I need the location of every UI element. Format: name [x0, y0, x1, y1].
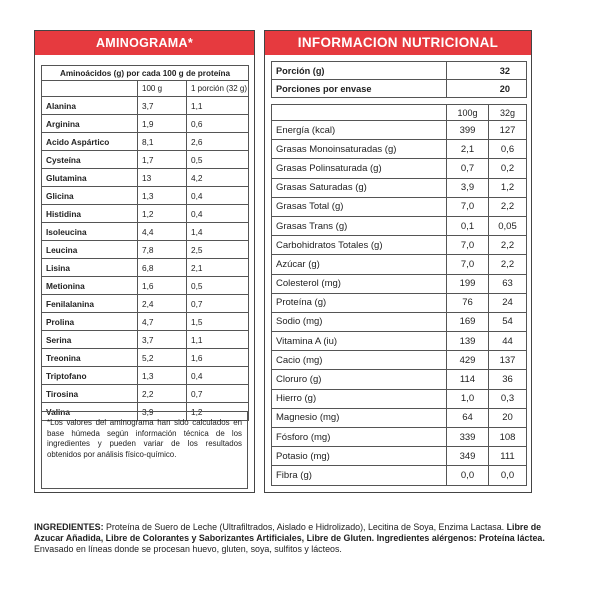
value-32g: 0,2 — [489, 159, 527, 178]
nutrient-name: Azúcar (g) — [272, 255, 447, 274]
table-row — [272, 389, 527, 408]
aminoacid-name: Tirosina — [42, 385, 138, 403]
value-portion: 2,1 — [187, 259, 249, 277]
value-100g: 339 — [447, 428, 489, 447]
nutrient-name: Potasio (mg) — [272, 447, 447, 466]
value-100g: 1,3 — [138, 367, 187, 385]
nutrient-name: Cacio (mg) — [272, 351, 447, 370]
value-32g: 36 — [489, 370, 527, 389]
nutrient-name: Fósforo (mg) — [272, 428, 447, 447]
portion-label: Porción (g) — [272, 62, 447, 80]
value-portion: 1,6 — [187, 349, 249, 367]
value-32g: 1,2 — [489, 178, 527, 197]
value-100g: 3,7 — [138, 97, 187, 115]
table-row — [272, 466, 527, 485]
column-header-portion: 1 porción (32 g) — [187, 81, 249, 97]
portion-value: 32 — [447, 62, 527, 80]
value-32g: 0,05 — [489, 216, 527, 235]
value-100g: 4,7 — [138, 313, 187, 331]
table-row — [42, 385, 249, 403]
value-32g: 0,0 — [489, 466, 527, 485]
value-100g: 1,6 — [138, 277, 187, 295]
value-portion: 0,7 — [187, 295, 249, 313]
value-100g: 1,9 — [138, 115, 187, 133]
value-portion: 1,1 — [187, 331, 249, 349]
aminograma-panel — [34, 30, 255, 493]
table-row — [42, 169, 249, 187]
ingredients-claims: Libre de Azucar Añadida, Libre de Colorantes y Saborizantes Artificiales, Libre de Gluten. — [34, 522, 542, 544]
portions-label: Porciones por envase — [272, 80, 447, 98]
nutrient-name: Grasas Saturadas (g) — [272, 178, 447, 197]
aminoacid-name: Glicina — [42, 187, 138, 205]
aminoacid-name: Alanina — [42, 97, 138, 115]
value-100g: 139 — [447, 332, 489, 351]
aminoacid-name: Lisina — [42, 259, 138, 277]
table-row — [272, 197, 527, 216]
value-100g: 7,0 — [447, 255, 489, 274]
aminograma-subtitle: Aminoácidos (g) por cada 100 g de proteína — [42, 66, 249, 81]
value-portion: 1,4 — [187, 223, 249, 241]
table-row — [42, 277, 249, 295]
value-32g: 44 — [489, 332, 527, 351]
value-32g: 111 — [489, 447, 527, 466]
value-portion: 0,6 — [187, 115, 249, 133]
value-portion: 0,4 — [187, 187, 249, 205]
ingredients-list: Proteína de Suero de Leche (Ultrafiltrados, Aislado e Hidrolizado), Lecitina de Soya, Enzima Lactasa. — [103, 522, 507, 532]
table-row — [272, 332, 527, 351]
aminoacid-name: Triptofano — [42, 367, 138, 385]
value-100g: 1,3 — [138, 187, 187, 205]
value-100g: 1,2 — [138, 205, 187, 223]
value-100g: 8,1 — [138, 133, 187, 151]
nutrient-name: Grasas Polinsaturada (g) — [272, 159, 447, 178]
ingredients-text — [34, 522, 554, 556]
value-portion: 0,5 — [187, 277, 249, 295]
aminoacid-name: Fenilalanina — [42, 295, 138, 313]
nutrient-name: Fibra (g) — [272, 466, 447, 485]
value-portion: 0,7 — [187, 385, 249, 403]
portion-table — [271, 61, 527, 98]
value-100g: 7,0 — [447, 236, 489, 255]
aminoacid-name: Arginina — [42, 115, 138, 133]
value-100g: 3,9 — [138, 403, 187, 421]
table-row — [272, 159, 527, 178]
value-portion: 0,5 — [187, 151, 249, 169]
aminoacid-name: Serina — [42, 331, 138, 349]
allergen-label: Ingredientes alérgenos: Proteína láctea. — [376, 533, 545, 544]
aminoacid-name: Isoleucina — [42, 223, 138, 241]
value-portion: 2,6 — [187, 133, 249, 151]
table-row — [42, 151, 249, 169]
value-portion: 0,4 — [187, 205, 249, 223]
nutrient-name: Colesterol (mg) — [272, 274, 447, 293]
value-100g: 0,7 — [447, 159, 489, 178]
nutrient-name: Grasas Total (g) — [272, 197, 447, 216]
table-row — [272, 178, 527, 197]
nutrient-name: Grasas Monoinsaturadas (g) — [272, 140, 447, 159]
column-header-100g: 100 g — [138, 81, 187, 97]
portions-value: 20 — [447, 80, 527, 98]
value-portion: 1,1 — [187, 97, 249, 115]
value-100g: 3,7 — [138, 331, 187, 349]
value-100g: 2,2 — [138, 385, 187, 403]
aminoacid-name: Cysteína — [42, 151, 138, 169]
value-100g: 0,0 — [447, 466, 489, 485]
table-row — [272, 428, 527, 447]
value-32g: 24 — [489, 293, 527, 312]
value-100g: 5,2 — [138, 349, 187, 367]
table-row — [42, 187, 249, 205]
table-row — [272, 351, 527, 370]
table-row — [42, 205, 249, 223]
column-header-blank — [42, 81, 138, 97]
table-row — [272, 216, 527, 235]
nutrition-panel — [264, 30, 532, 493]
table-row — [42, 115, 249, 133]
value-100g: 6,8 — [138, 259, 187, 277]
allergen-text: Envasado en líneas donde se procesan huevo, gluten, soya, sulfitos y lácteos. — [34, 544, 342, 555]
value-100g: 7,0 — [447, 197, 489, 216]
value-32g: 2,2 — [489, 236, 527, 255]
table-row — [272, 121, 527, 140]
aminoacid-name: Acido Aspártico — [42, 133, 138, 151]
value-100g: 399 — [447, 121, 489, 140]
aminoacid-name: Glutamina — [42, 169, 138, 187]
value-32g: 108 — [489, 428, 527, 447]
table-row — [272, 293, 527, 312]
table-row — [42, 241, 249, 259]
column-header-100g: 100g — [447, 105, 489, 121]
value-100g: 1,0 — [447, 389, 489, 408]
nutrient-name: Grasas Trans (g) — [272, 216, 447, 235]
nutrient-name: Vitamina A (iu) — [272, 332, 447, 351]
value-100g: 76 — [447, 293, 489, 312]
nutrition-table — [271, 104, 527, 486]
table-row — [42, 349, 249, 367]
value-100g: 349 — [447, 447, 489, 466]
table-row — [42, 259, 249, 277]
value-portion: 1,2 — [187, 403, 249, 421]
aminograma-title: AMINOGRAMA* — [35, 31, 254, 55]
table-row — [42, 295, 249, 313]
value-100g: 199 — [447, 274, 489, 293]
nutrient-name: Hierro (g) — [272, 389, 447, 408]
table-row — [272, 312, 527, 331]
value-100g: 1,7 — [138, 151, 187, 169]
table-row — [272, 408, 527, 427]
table-row — [272, 236, 527, 255]
value-100g: 2,4 — [138, 295, 187, 313]
value-32g: 127 — [489, 121, 527, 140]
value-32g: 54 — [489, 312, 527, 331]
value-100g: 64 — [447, 408, 489, 427]
value-32g: 2,2 — [489, 197, 527, 216]
value-32g: 63 — [489, 274, 527, 293]
value-100g: 169 — [447, 312, 489, 331]
value-portion: 2,5 — [187, 241, 249, 259]
aminoacid-name: Histidina — [42, 205, 138, 223]
value-portion: 0,4 — [187, 367, 249, 385]
value-100g: 3,9 — [447, 178, 489, 197]
value-100g: 7,8 — [138, 241, 187, 259]
nutrient-name: Carbohidratos Totales (g) — [272, 236, 447, 255]
ingredients-label: INGREDIENTES: — [34, 522, 104, 532]
column-header-32g: 32g — [489, 105, 527, 121]
table-row — [42, 331, 249, 349]
value-100g: 0,1 — [447, 216, 489, 235]
aminoacid-name: Prolina — [42, 313, 138, 331]
value-32g: 0,6 — [489, 140, 527, 159]
value-portion: 1,5 — [187, 313, 249, 331]
value-100g: 4,4 — [138, 223, 187, 241]
table-row — [42, 313, 249, 331]
aminograma-footnote: *Los valores del aminograma han sido calculados en base húmeda según información técnica de los ingredientes y pueden variar de los resultados obtenidos por análisis físico-químico. — [41, 411, 248, 489]
table-row — [42, 97, 249, 115]
aminoacid-name: Metionina — [42, 277, 138, 295]
nutrition-title: INFORMACION NUTRICIONAL — [265, 31, 531, 55]
nutrient-name: Cloruro (g) — [272, 370, 447, 389]
value-100g: 2,1 — [447, 140, 489, 159]
table-row — [42, 367, 249, 385]
aminoacid-name: Treonina — [42, 349, 138, 367]
value-32g: 137 — [489, 351, 527, 370]
nutrient-name: Proteína (g) — [272, 293, 447, 312]
value-portion: 4,2 — [187, 169, 249, 187]
aminoacid-name: Leucina — [42, 241, 138, 259]
value-32g: 0,3 — [489, 389, 527, 408]
aminograma-table — [41, 65, 249, 421]
nutrient-name: Energía (kcal) — [272, 121, 447, 140]
nutrient-name: Magnesio (mg) — [272, 408, 447, 427]
value-100g: 429 — [447, 351, 489, 370]
table-row — [272, 447, 527, 466]
column-header-blank — [272, 105, 447, 121]
table-row — [272, 255, 527, 274]
table-row — [42, 133, 249, 151]
value-100g: 13 — [138, 169, 187, 187]
value-100g: 114 — [447, 370, 489, 389]
value-32g: 2,2 — [489, 255, 527, 274]
table-row — [272, 370, 527, 389]
nutrient-name: Sodio (mg) — [272, 312, 447, 331]
table-row — [272, 140, 527, 159]
aminoacid-name: Valina — [42, 403, 138, 421]
value-32g: 20 — [489, 408, 527, 427]
table-row — [272, 274, 527, 293]
table-row — [42, 223, 249, 241]
